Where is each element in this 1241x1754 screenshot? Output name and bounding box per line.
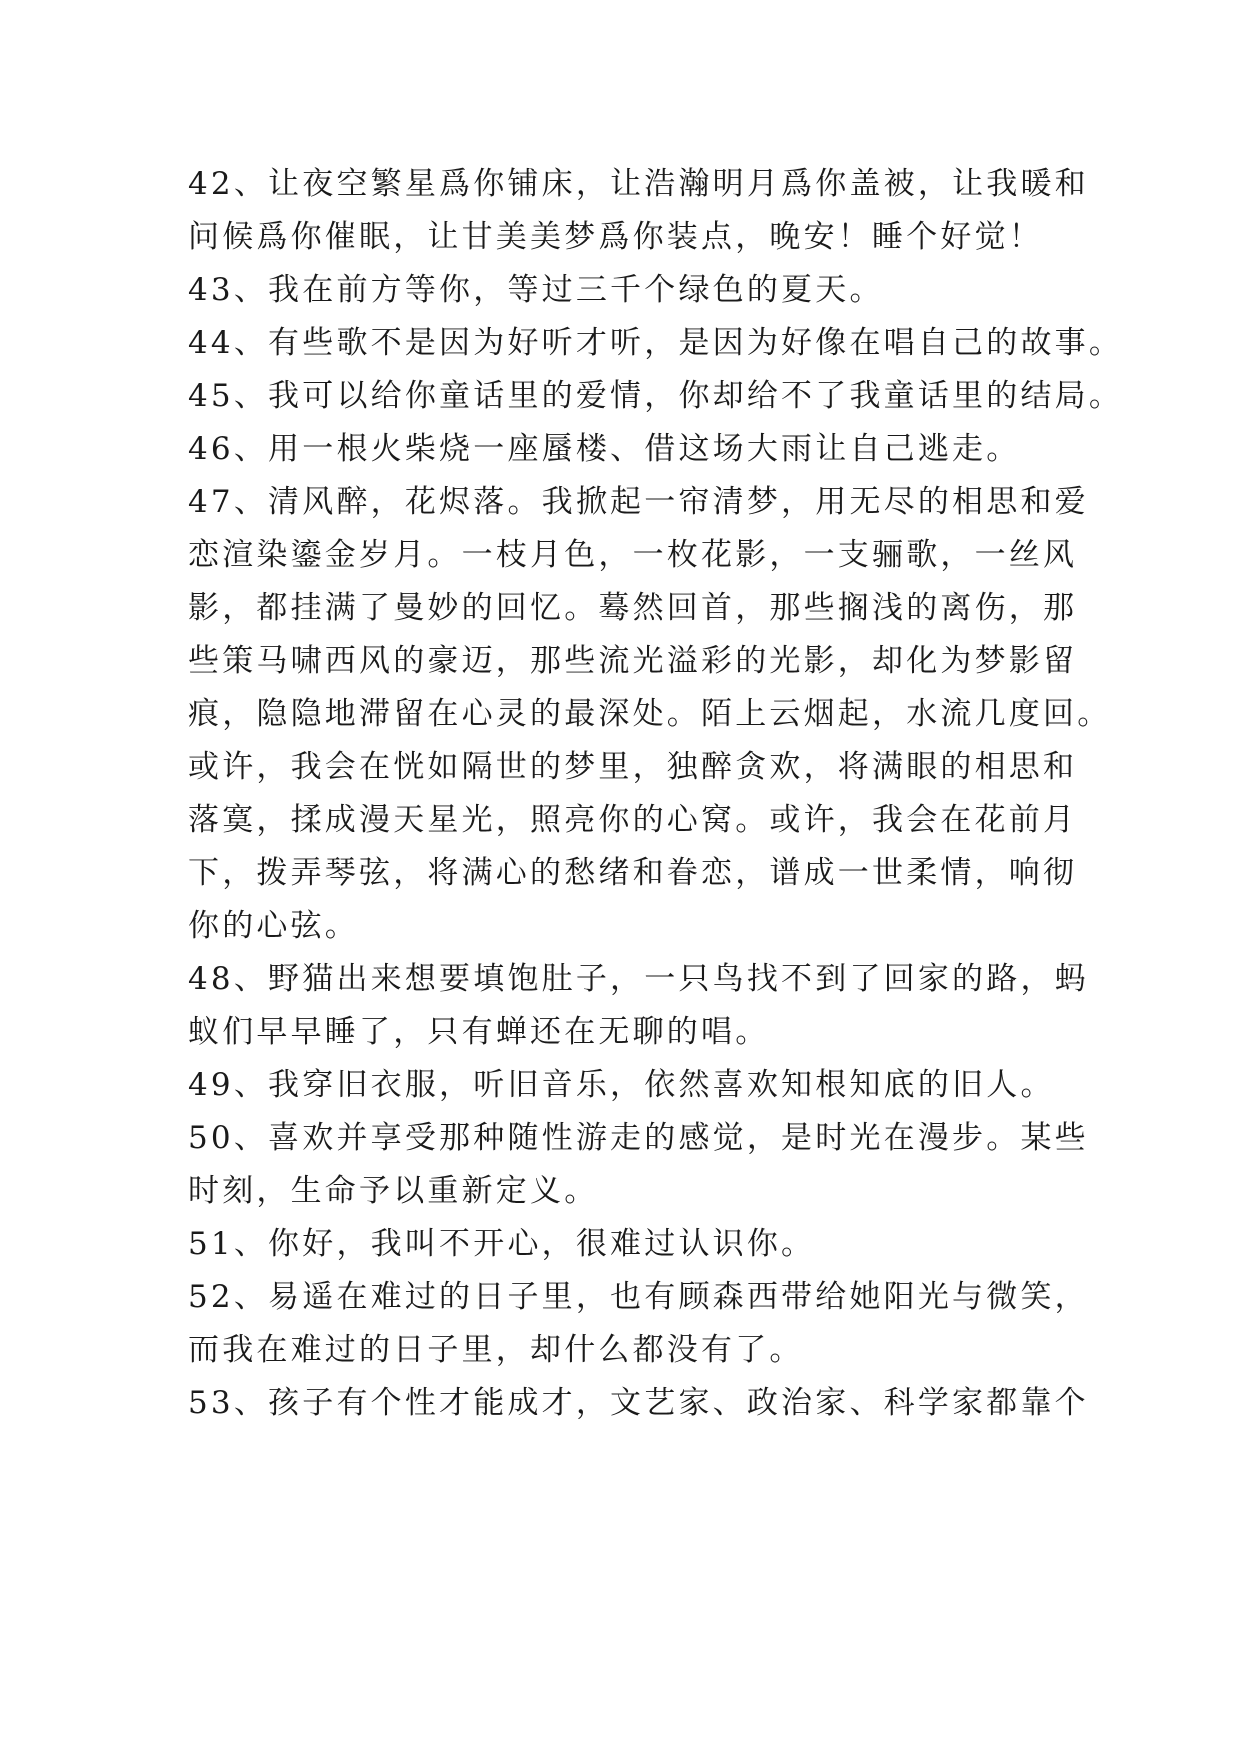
- text-line: 53、孩子有个性才能成才，文艺家、政治家、科学家都靠个: [188, 1385, 1089, 1421]
- text-line: 些策马啸西风的豪迈，那些流光溢彩的光影，却化为梦影留: [188, 643, 1078, 679]
- text-line: 49、我穿旧衣服，听旧音乐，依然喜欢知根知底的旧人。: [188, 1067, 1055, 1103]
- text-line: 问候爲你催眠，让甘美美梦爲你装点，晚安！睡个好觉！: [188, 219, 1043, 255]
- text-line: 48、野猫出来想要填饱肚子，一只鸟找不到了回家的路，蚂: [188, 961, 1089, 997]
- text-line: 42、让夜空繁星爲你铺床，让浩瀚明月爲你盖被，让我暖和: [188, 166, 1089, 202]
- text-line: 51、你好，我叫不开心，很难过认识你。: [188, 1226, 816, 1262]
- text-line: 45、我可以给你童话里的爱情，你却给不了我童话里的结局。: [188, 378, 1124, 414]
- text-line: 46、用一根火柴烧一座蜃楼、借这场大雨让自己逃走。: [188, 431, 1021, 467]
- text-line: 或许，我会在恍如隔世的梦里，独醉贪欢，将满眼的相思和: [188, 749, 1078, 785]
- text-line: 下，拨弄琴弦，将满心的愁绪和眷恋，谱成一世柔情，响彻: [188, 855, 1078, 891]
- text-line: 52、易遥在难过的日子里，也有顾森西带给她阳光与微笑，: [188, 1279, 1089, 1315]
- text-line: 43、我在前方等你，等过三千个绿色的夏天。: [188, 272, 884, 308]
- text-line: 痕，隐隐地滞留在心灵的最深处。陌上云烟起，水流几度回。: [188, 696, 1112, 732]
- text-line: 蚁们早早睡了，只有蝉还在无聊的唱。: [188, 1014, 770, 1050]
- text-line: 50、喜欢并享受那种随性游走的感觉，是时光在漫步。某些: [188, 1120, 1089, 1156]
- text-line: 而我在难过的日子里，却什么都没有了。: [188, 1332, 804, 1368]
- text-line: 47、清风醉，花烬落。我掀起一帘清梦，用无尽的相思和爱: [188, 484, 1089, 520]
- text-line: 恋渲染鎏金岁月。一枝月色，一枚花影，一支骊歌，一丝风: [188, 537, 1078, 573]
- text-line: 44、有些歌不是因为好听才听，是因为好像在唱自己的故事。: [188, 325, 1124, 361]
- text-line: 你的心弦。: [188, 908, 359, 944]
- text-line: 落寞，揉成漫天星光，照亮你的心窝。或许，我会在花前月: [188, 802, 1078, 838]
- document-body: [188, 158, 1124, 1430]
- text-line: 影，都挂满了曼妙的回忆。蓦然回首，那些搁浅的离伤，那: [188, 590, 1078, 626]
- text-line: 时刻，生命予以重新定义。: [188, 1173, 599, 1209]
